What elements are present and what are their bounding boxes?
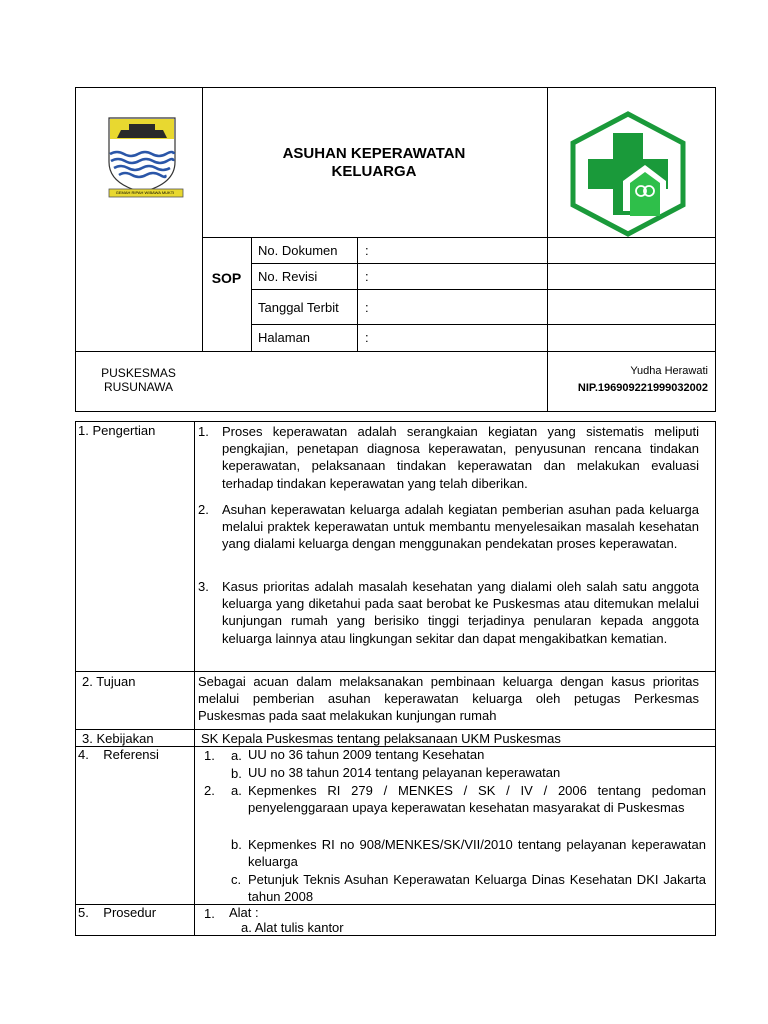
definition-item: Proses keperawatan adalah serangkaian kegiatan yang sistematis meliputi pengkajian, penetapan diagnosa keperawatan, penyusunan rencana tindakan keperawatan, pelaksanaan tindakan keperawatan dan melakukan evaluasi terhadap tindakan keperawatan yang telah diberikan. (222, 424, 699, 491)
divider (251, 237, 252, 351)
purpose-text: Sebagai acuan dalam melaksanakan pembinaan keluarga dengan kasus prioritas melalui pemberian asuhan keperawatan keluarga oleh petugas Perkesmas Puskesmas pada saat melakukan kunjungan rumah (198, 674, 699, 724)
document-title-line2: KELUARGA (331, 163, 417, 180)
section-label-tujuan: 2. Tujuan (82, 674, 136, 689)
issue-date-value: : (365, 300, 369, 315)
doc-number-value: : (365, 243, 369, 258)
org-name-line1: PUSKESMAS (101, 366, 176, 380)
divider (202, 87, 203, 351)
emblem-motto: GEMAH RIPAH WIBAWA MUKTI (115, 190, 175, 195)
divider (251, 289, 716, 290)
signer-name: Yudha Herawati (630, 365, 708, 377)
procedure-item: Alat : (229, 905, 259, 920)
definition-item: Asuhan keperawatan keluarga adalah kegiatan pemberian asuhan pada keluarga melalui praktek keperawatan untuk membantu menyelesaikan masalah kesehatan yang dialami keluarga dengan menggunakan pendekatan proses keperawatan. (222, 502, 699, 552)
section-label-kebijakan: 3. Kebijakan (82, 731, 154, 746)
reference-item: Kepmenkes RI no 908/MENKES/SK/VII/2010 tentang pelayanan keperawatan keluarga (248, 837, 706, 870)
list-number: 3. (198, 579, 209, 594)
section-label-pengertian: 1. Pengertian (78, 423, 156, 438)
procedure-subitem: a. Alat tulis kantor (241, 920, 344, 935)
divider (75, 729, 716, 730)
document-title-line1: ASUHAN KEPERAWATAN (282, 145, 466, 162)
list-letter: b. (231, 837, 242, 852)
list-number: 1. (204, 906, 215, 921)
list-letter: b. (231, 766, 242, 781)
list-number: 2. (204, 783, 215, 798)
issue-date-label: Tanggal Terbit (258, 300, 339, 315)
list-letter: a. (231, 783, 242, 798)
signer-nip: NIP.196909221999032002 (577, 382, 708, 394)
puskesmas-logo (568, 111, 688, 237)
divider (75, 351, 716, 352)
org-name-line2: RUSUNAWA (103, 380, 174, 394)
divider (251, 263, 716, 264)
divider (194, 421, 195, 936)
list-letter: c. (231, 872, 242, 887)
divider (75, 671, 716, 672)
list-letter: a. (231, 748, 242, 763)
definition-item: Kasus prioritas adalah masalah kesehatan yang dialami oleh salah satu anggota keluarga yang diketahui pada saat berobat ke Puskesmas atau ditemukan melalui kunjungan rumah yang berisiko tinggi terjadinya penularan kepada anggota keluarga lainnya atau lingkungan sekitar dan dapat mengakibatkan kematian. (222, 579, 699, 646)
reference-item: Petunjuk Teknis Asuhan Keperawatan Keluarga Dinas Kesehatan DKI Jakarta tahun 2008 (248, 872, 706, 905)
section-label-prosedur: 5. Prosedur (78, 905, 157, 920)
divider (357, 237, 358, 351)
revision-value: : (365, 269, 369, 284)
revision-label: No. Revisi (258, 269, 318, 284)
reference-item: UU no 38 tahun 2014 tentang pelayanan keperawatan (248, 765, 561, 780)
policy-text: SK Kepala Puskesmas tentang pelaksanaan UKM Puskesmas (201, 731, 561, 746)
sop-label: SOP (211, 270, 242, 286)
page-value: : (365, 330, 369, 345)
list-number: 1. (198, 424, 209, 439)
list-number: 2. (198, 502, 209, 517)
section-label-referensi: 4. Referensi (78, 747, 159, 762)
divider (202, 237, 716, 238)
divider (251, 324, 716, 325)
reference-item: UU no 36 tahun 2009 tentang Kesehatan (248, 747, 485, 762)
page-label: Halaman (258, 330, 311, 345)
list-number: 1. (204, 748, 215, 763)
doc-number-label: No. Dokumen (258, 243, 338, 258)
city-emblem-logo (105, 114, 185, 202)
reference-item: Kepmenkes RI 279 / MENKES / SK / IV / 2006 tentang pedoman penyelenggaraan upaya keperawatan kesehatan masyarakat di Puskesmas (248, 783, 706, 816)
